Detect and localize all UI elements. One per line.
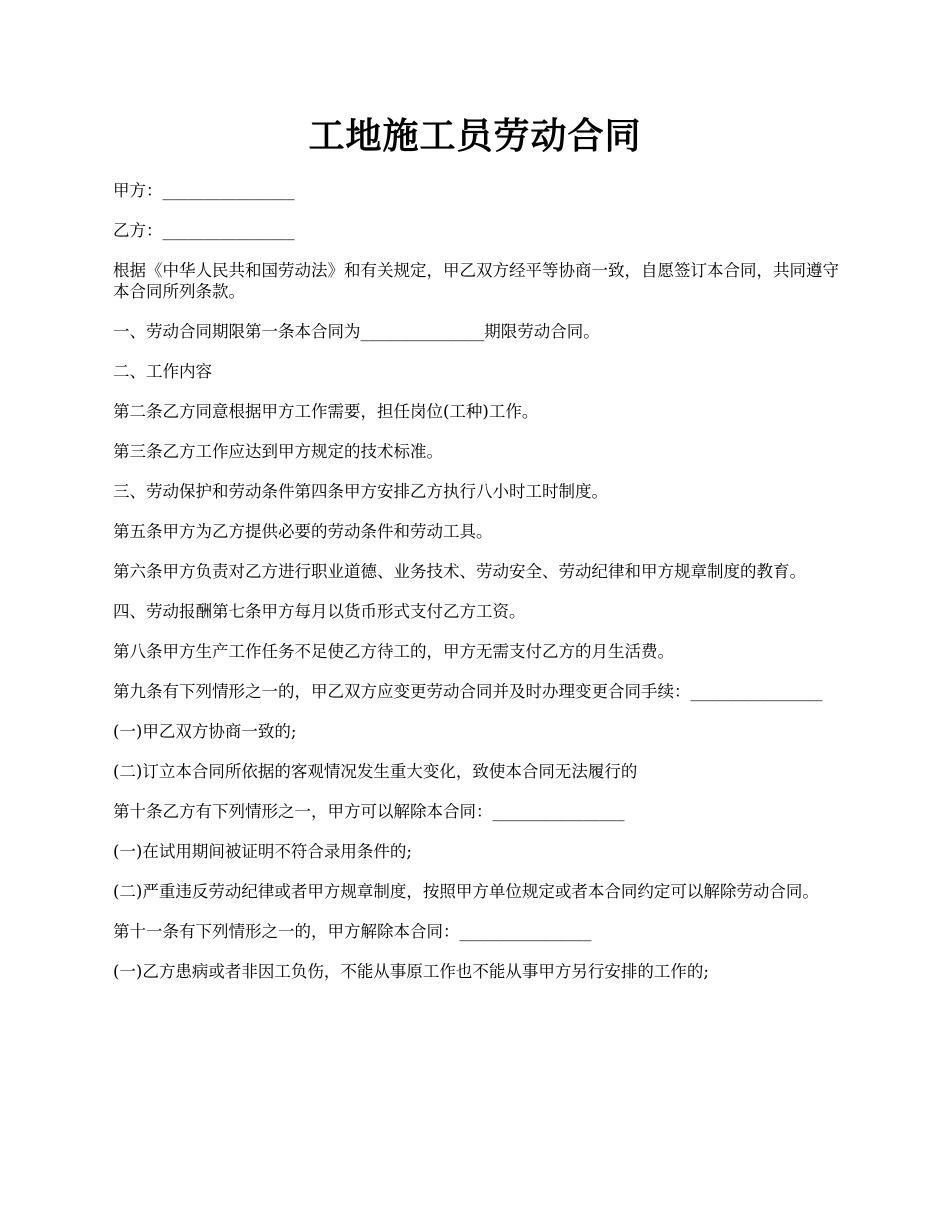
clause-2: 第二条乙方同意根据甲方工作需要，担任岗位(工种)工作。 bbox=[113, 402, 539, 421]
clause-10-item-2: (二)严重违反劳动纪律或者甲方规章制度，按照甲方单位规定或者本合同约定可以解除劳动合同。 bbox=[113, 882, 819, 901]
clause-10-item-1: (一)在试用期间被证明不符合录用条件的; bbox=[113, 842, 412, 861]
clause-5: 第五条甲方为乙方提供必要的劳动条件和劳动工具。 bbox=[113, 522, 493, 541]
clause-6: 第六条甲方负责对乙方进行职业道德、业务技术、劳动安全、劳动纪律和甲方规章制度的教育。 bbox=[113, 562, 806, 581]
document-body bbox=[113, 180, 843, 1001]
clause-9-item-1: (一)甲乙双方协商一致的; bbox=[113, 722, 297, 741]
party-a-line: 甲方：________________ bbox=[113, 181, 295, 200]
party-b-line: 乙方：________________ bbox=[113, 221, 295, 240]
clause-4: 三、劳动保护和劳动条件第四条甲方安排乙方执行八小时工时制度。 bbox=[113, 482, 608, 501]
clause-3: 第三条乙方工作应达到甲方规定的技术标准。 bbox=[113, 442, 443, 461]
section-2-heading: 二、工作内容 bbox=[113, 362, 212, 381]
clause-11-item-1: (一)乙方患病或者非因工负伤，不能从事原工作也不能从事甲方另行安排的工作的; bbox=[113, 962, 709, 981]
clause-7: 四、劳动报酬第七条甲方每月以货币形式支付乙方工资。 bbox=[113, 602, 526, 621]
clause-9-item-2: (二)订立本合同所依据的客观情况发生重大变化，致使本合同无法履行的 bbox=[113, 762, 638, 781]
preamble: 根据《中华人民共和国劳动法》和有关规定，甲乙双方经平等协商一致，自愿签订本合同，共同遵守本合同所列条款。 bbox=[113, 261, 839, 301]
clause-1-term: 一、劳动合同期限第一条本合同为_______________期限劳动合同。 bbox=[113, 322, 600, 341]
clause-11: 第十一条有下列情形之一的，甲方解除本合同：________________ bbox=[113, 922, 592, 941]
clause-10: 第十条乙方有下列情形之一，甲方可以解除本合同：________________ bbox=[113, 802, 625, 821]
clause-8: 第八条甲方生产工作任务不足使乙方待工的，甲方无需支付乙方的月生活费。 bbox=[113, 642, 674, 661]
document-title: 工地施工员劳动合同 bbox=[308, 115, 642, 157]
clause-9: 第九条有下列情形之一的，甲乙双方应变更劳动合同并及时办理变更合同手续：________________ bbox=[113, 682, 823, 701]
